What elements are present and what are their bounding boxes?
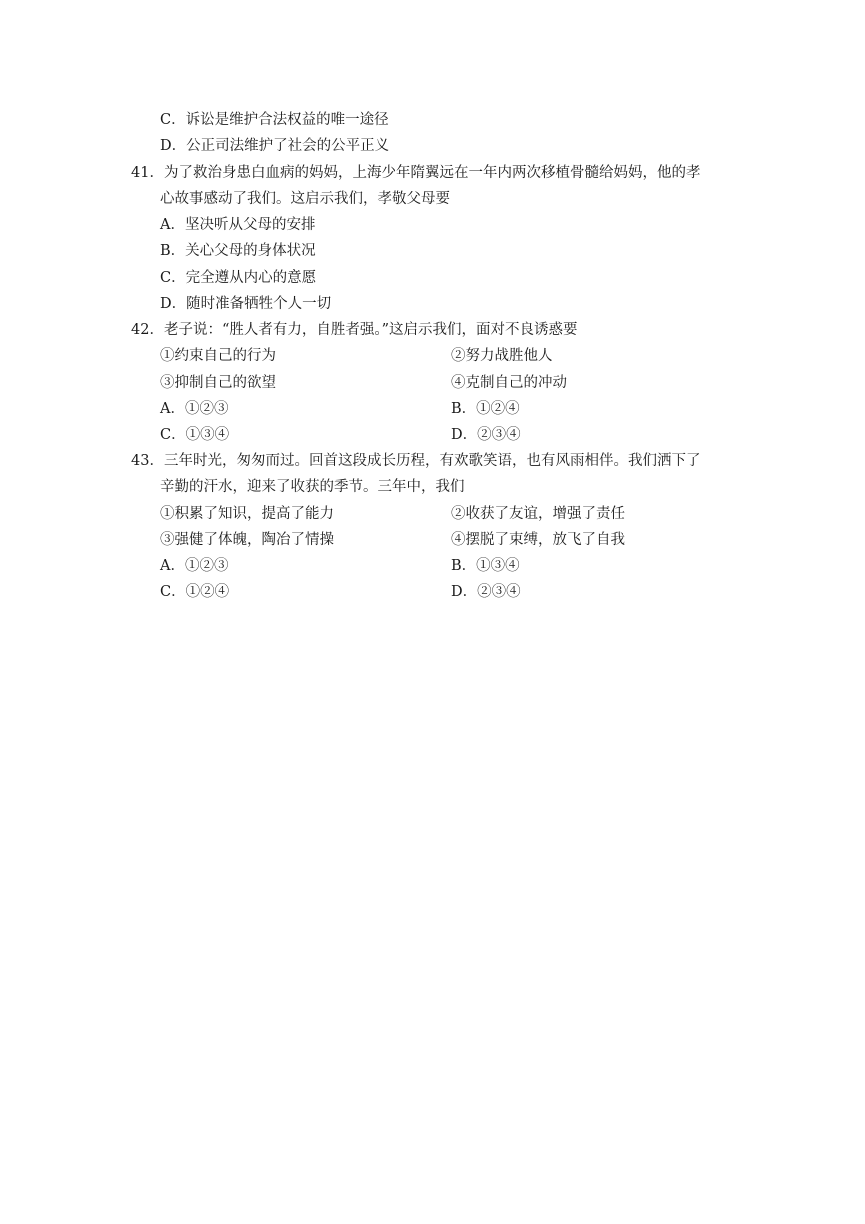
q43-stem-line2: 辛勤的汗水，迎来了收获的季节。三年中，我们	[160, 479, 465, 495]
q40-option-c: C．诉讼是维护合法权益的唯一途径	[160, 112, 389, 128]
q43-statement-1: ①积累了知识，提高了能力	[160, 506, 334, 522]
q41-option-b: B．关心父母的身体状况	[160, 243, 316, 259]
q41-option-a: A．坚决听从父母的安排	[160, 217, 316, 233]
q41-option-d: D．随时准备牺牲个人一切	[160, 296, 332, 312]
q43-statement-4: ④摆脱了束缚，放飞了自我	[451, 532, 625, 548]
q42-option-d: D．②③④	[451, 427, 521, 443]
q41-option-c: C．完全遵从内心的意愿	[160, 270, 317, 286]
q42-option-a: A．①②③	[160, 401, 229, 417]
q41-stem-line2: 心故事感动了我们。这启示我们，孝敬父母要	[160, 191, 450, 207]
q43-option-b: B．①③④	[451, 558, 520, 574]
q42-statement-2: ②努力战胜他人	[451, 348, 553, 364]
q43-option-c: C．①②④	[160, 584, 230, 600]
q42-statement-4: ④克制自己的冲动	[451, 375, 567, 391]
q43-stem-line1: 43．三年时光，匆匆而过。回首这段成长历程，有欢歌笑语，也有风雨相伴。我们洒下了	[131, 453, 701, 469]
q42-option-b: B．①②④	[451, 401, 520, 417]
q43-option-d: D．②③④	[451, 584, 521, 600]
q42-stem-line1: 42．老子说：“胜人者有力，自胜者强。”这启示我们，面对不良诱惑要	[131, 322, 578, 338]
q43-statement-2: ②收获了友谊，增强了责任	[451, 506, 625, 522]
q42-statement-1: ①约束自己的行为	[160, 348, 276, 364]
q41-stem-line1: 41．为了救治身患白血病的妈妈，上海少年隋翼远在一年内两次移植骨髓给妈妈，他的孝	[131, 165, 701, 181]
q40-option-d: D．公正司法维护了社会的公平正义	[160, 138, 390, 154]
q43-statement-3: ③强健了体魄，陶冶了情操	[160, 532, 334, 548]
q43-option-a: A．①②③	[160, 558, 229, 574]
q42-option-c: C．①③④	[160, 427, 230, 443]
q42-statement-3: ③抑制自己的欲望	[160, 375, 276, 391]
